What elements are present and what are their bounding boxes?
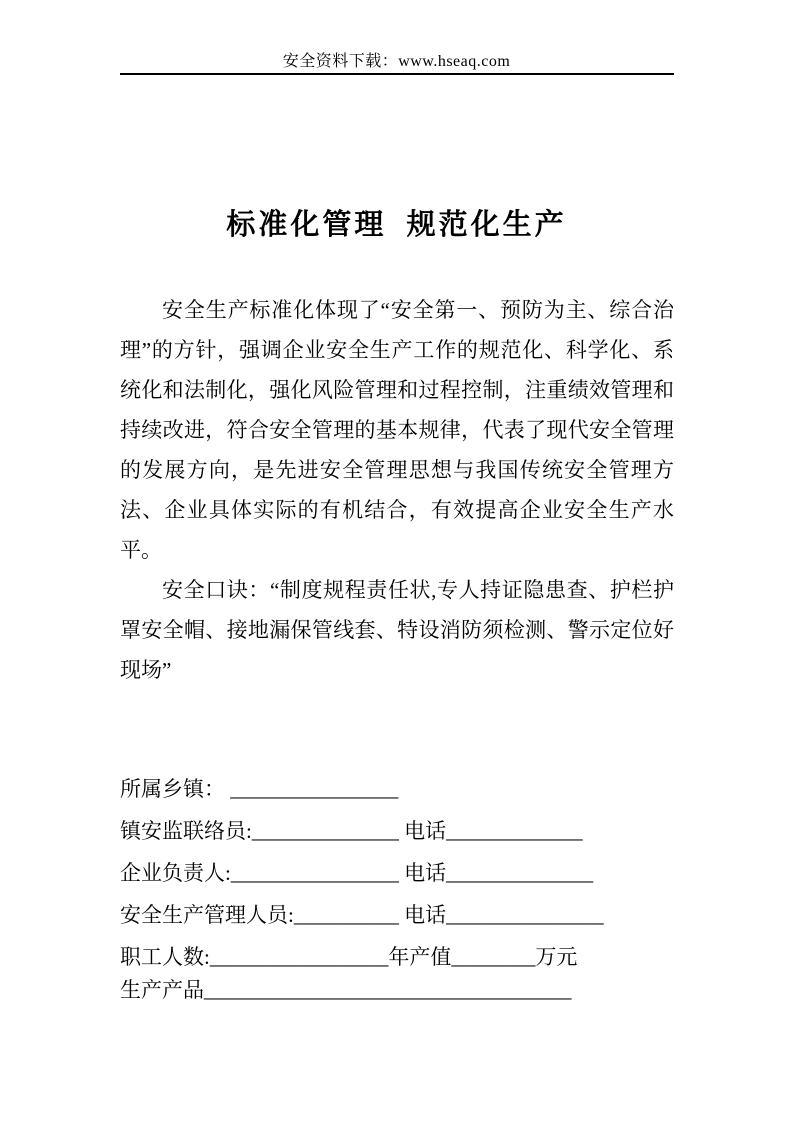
form-row-products (120, 969, 720, 1011)
products-blank-line: ___________________________________ (204, 978, 572, 1002)
document-body (120, 290, 674, 690)
township-blank-line: ________________ (225, 777, 399, 801)
info-form (120, 768, 720, 1011)
annual-output-label: 年产值 (388, 945, 452, 969)
document-title: 标准化管理 规范化生产 (226, 209, 567, 241)
form-row-enterprise-head (120, 852, 720, 894)
enterprise-head-phone-label: 电话 (398, 861, 447, 885)
staff-count-blank-line: _________________ (209, 945, 389, 969)
header-download-text: 安全资料下载：www.hseaq.com (282, 53, 511, 70)
form-row-safety-manager (120, 894, 720, 936)
liaison-label: 镇安监联络员: (120, 819, 252, 843)
products-label: 生产产品 (120, 978, 204, 1002)
annual-output-unit-label: 万元 (535, 945, 578, 969)
safety-manager-phone-label: 电话 (398, 903, 447, 927)
safety-manager-blank-line: __________ (293, 903, 399, 927)
liaison-phone-blank-line: _____________ (446, 819, 583, 843)
safety-manager-label: 安全生产管理人员: (120, 903, 294, 927)
safety-manager-phone-blank-line: _______________ (446, 903, 604, 927)
township-label: 所属乡镇： (120, 777, 225, 801)
annual-output-blank-line: ________ (451, 945, 536, 969)
enterprise-head-phone-blank-line: ______________ (446, 861, 594, 885)
enterprise-head-blank-line: ________________ (230, 861, 399, 885)
form-row-township (120, 768, 720, 810)
liaison-blank-line: ______________ (251, 819, 399, 843)
staff-count-label: 职工人数: (120, 945, 210, 969)
paragraph-standardization: 安全生产标准化体现了“安全第一、预防为主、综合治理”的方针，强调企业安全生产工作的规范化、科学化、系统化和法制化，强化风险管理和过程控制，注重绩效管理和持续改进，符合安全管理的基本规律，代表了现代安全管理的发展方向，是先进安全管理思想与我国传统安全管理方法、企业具体实际的有机结合，有效提高企业安全生产水平。 (120, 298, 674, 562)
header-rule (120, 73, 674, 75)
paragraph-safety-motto: 安全口诀：“制度规程责任状,专人持证隐患查、护栏护罩安全帽、接地漏保管线套、特设消防须检测、警示定位好现场” (120, 578, 674, 682)
enterprise-head-label: 企业负责人: (120, 861, 231, 885)
liaison-phone-label: 电话 (398, 819, 447, 843)
page-header (0, 52, 793, 72)
form-row-town-safety-liaison (120, 810, 720, 852)
